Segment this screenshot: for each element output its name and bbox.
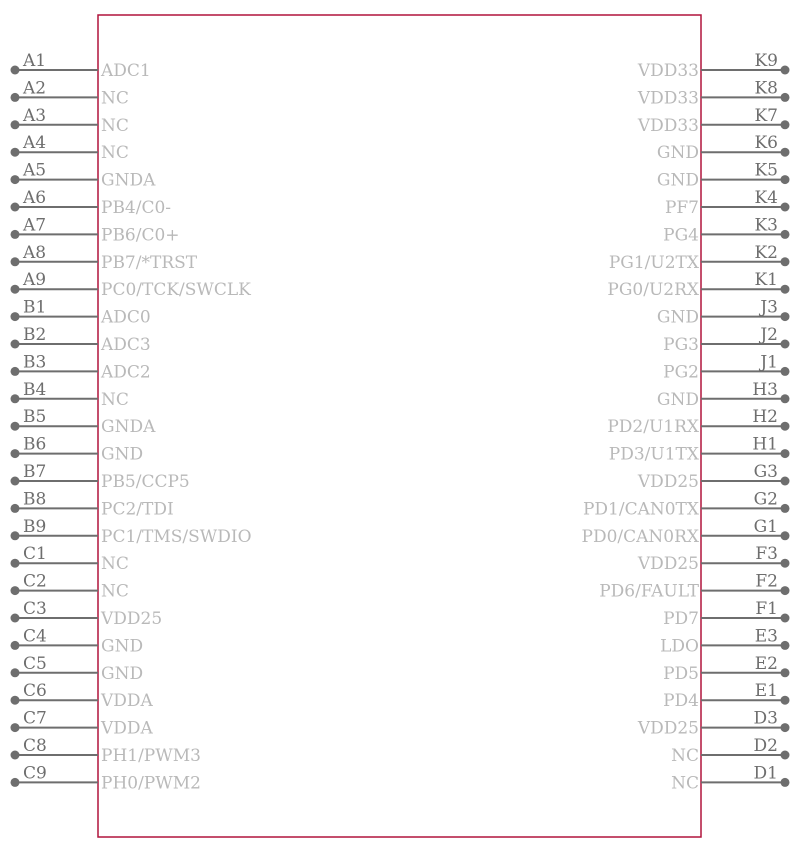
pin-number: C1	[23, 544, 47, 565]
pin-K3	[663, 215, 789, 245]
pin-endpoint-dot	[781, 586, 790, 595]
pin-label: VDD33	[637, 115, 699, 136]
pin-F2	[599, 572, 789, 602]
pin-number: J2	[760, 325, 778, 345]
pin-number: A4	[23, 133, 47, 154]
pin-endpoint-dot	[11, 614, 20, 623]
pin-endpoint-dot	[781, 120, 790, 129]
pin-number: B9	[23, 516, 47, 537]
pin-label: PD5	[663, 663, 699, 684]
pin-number: H2	[752, 407, 778, 428]
pin-label: GND	[656, 143, 699, 164]
pin-endpoint-dot	[781, 66, 790, 75]
left-pin-group	[11, 51, 252, 793]
pin-number: J1	[760, 352, 778, 373]
pin-label: PG0/U2RX	[607, 280, 699, 301]
pin-endpoint-dot	[11, 394, 20, 403]
pin-number: K8	[754, 78, 778, 99]
pin-number: C7	[23, 708, 47, 729]
pin-B6	[11, 435, 144, 465]
pin-number: H3	[752, 379, 778, 400]
pin-number: B1	[23, 297, 47, 318]
pin-endpoint-dot	[11, 257, 20, 266]
pin-H1	[609, 435, 790, 465]
pin-number: G1	[753, 516, 778, 537]
pin-endpoint-dot	[11, 696, 20, 705]
pin-B9	[11, 517, 252, 547]
pin-endpoint-dot	[781, 175, 790, 184]
pin-H3	[657, 380, 790, 410]
pin-number: J3	[760, 297, 778, 318]
pin-label: PB4/C0-	[101, 198, 172, 218]
pin-number: B5	[23, 407, 47, 428]
pin-endpoint-dot	[781, 422, 790, 431]
pin-label: VDDA	[101, 718, 153, 739]
pin-label: NC	[671, 746, 699, 766]
pin-H2	[607, 407, 789, 437]
pin-endpoint-dot	[781, 559, 790, 568]
pin-number: C2	[23, 571, 47, 592]
pin-label: NC	[101, 389, 129, 410]
pin-endpoint-dot	[11, 778, 20, 787]
pin-G3	[637, 462, 790, 492]
pin-endpoint-dot	[781, 668, 790, 677]
pin-A3	[11, 106, 129, 136]
pin-K8	[637, 78, 790, 108]
pin-A9	[11, 270, 252, 300]
pin-endpoint-dot	[11, 723, 20, 732]
pin-J2	[663, 325, 789, 355]
pin-endpoint-dot	[11, 340, 20, 349]
pin-endpoint-dot	[781, 394, 790, 403]
pin-number: K9	[754, 51, 778, 71]
pin-label: NC	[671, 773, 699, 794]
pin-label: PD1/CAN0TX	[582, 499, 699, 520]
pin-label: GNDA	[101, 417, 156, 438]
pin-label: PD6/FAULT	[599, 581, 699, 602]
pin-label: NC	[101, 143, 129, 164]
pin-endpoint-dot	[781, 449, 790, 458]
pin-endpoint-dot	[11, 751, 20, 760]
pin-label: PD0/CAN0RX	[581, 526, 699, 547]
pin-A1	[11, 51, 151, 81]
pin-number: K5	[754, 160, 778, 181]
pin-B5	[11, 407, 157, 437]
pin-G1	[582, 517, 790, 547]
pin-number: E2	[754, 653, 778, 674]
pin-endpoint-dot	[781, 340, 790, 349]
pin-label: PG2	[663, 362, 699, 383]
pin-endpoint-dot	[781, 641, 790, 650]
pin-C5	[11, 654, 144, 684]
pin-number: K7	[754, 105, 778, 126]
pin-F1	[663, 599, 789, 629]
pin-label: GND	[101, 444, 144, 465]
pin-label: PC2/TDI	[101, 499, 174, 520]
pin-label: PG3	[663, 335, 699, 355]
pin-number: A9	[23, 270, 47, 291]
pin-K1	[607, 270, 789, 300]
pin-number: C5	[23, 653, 47, 674]
pin-K6	[657, 133, 790, 163]
pin-endpoint-dot	[781, 230, 790, 239]
pin-endpoint-dot	[11, 422, 20, 431]
pin-A4	[11, 133, 129, 163]
pin-number: D2	[753, 736, 778, 756]
pin-endpoint-dot	[11, 285, 20, 294]
pin-number: H1	[752, 434, 778, 455]
pin-label: PG4	[663, 225, 699, 246]
pin-K7	[637, 106, 790, 136]
pin-label: PB6/C0+	[101, 225, 180, 246]
pin-label: VDD25	[637, 554, 699, 575]
pin-endpoint-dot	[781, 285, 790, 294]
pin-J3	[657, 298, 790, 328]
pin-label: GNDA	[101, 170, 156, 191]
pin-endpoint-dot	[781, 257, 790, 266]
pin-C2	[11, 572, 129, 602]
pin-B1	[11, 298, 151, 328]
pin-label: GND	[656, 307, 699, 328]
pin-C8	[11, 736, 201, 766]
pin-label: PC0/TCK/SWCLK	[101, 280, 251, 301]
pin-label: PD4	[663, 691, 699, 712]
pin-endpoint-dot	[781, 312, 790, 321]
pin-label: PD2/U1RX	[607, 417, 699, 438]
pin-K4	[665, 188, 790, 218]
pin-endpoint-dot	[11, 66, 20, 75]
pin-endpoint-dot	[781, 203, 790, 212]
pin-K5	[657, 161, 790, 191]
pin-endpoint-dot	[11, 93, 20, 102]
pin-B8	[11, 489, 174, 519]
pin-label: VDDA	[101, 691, 153, 712]
pin-E2	[663, 654, 789, 684]
pin-B2	[11, 325, 151, 355]
pin-endpoint-dot	[11, 230, 20, 239]
pin-endpoint-dot	[781, 531, 790, 540]
pin-number: B6	[23, 434, 47, 455]
pin-label: NC	[101, 88, 129, 109]
pin-number: A5	[23, 160, 47, 181]
pin-B4	[11, 380, 129, 410]
pin-endpoint-dot	[781, 723, 790, 732]
pin-number: C9	[23, 763, 47, 784]
pin-endpoint-dot	[781, 696, 790, 705]
pin-endpoint-dot	[11, 367, 20, 376]
pin-endpoint-dot	[11, 203, 20, 212]
pin-label: GND	[656, 170, 699, 191]
pin-label: PH0/PWM2	[101, 773, 201, 794]
pin-label: ADC2	[101, 362, 151, 383]
pin-number: C4	[23, 626, 47, 647]
pin-endpoint-dot	[11, 120, 20, 129]
pin-endpoint-dot	[781, 93, 790, 102]
pin-B7	[11, 462, 190, 492]
pin-A6	[11, 188, 172, 218]
pin-endpoint-dot	[781, 751, 790, 760]
pin-label: VDD25	[637, 718, 699, 739]
pin-number: F1	[755, 599, 778, 619]
pin-number: A6	[23, 188, 47, 208]
pin-C9	[11, 763, 201, 793]
pin-endpoint-dot	[781, 148, 790, 157]
pin-D3	[637, 709, 790, 739]
pin-label: PH1/PWM3	[101, 746, 201, 766]
pin-C4	[11, 626, 144, 656]
pin-label: PG1/U2TX	[608, 252, 699, 273]
pin-K2	[609, 243, 790, 273]
pin-A2	[11, 78, 129, 108]
pin-endpoint-dot	[781, 367, 790, 376]
pin-G2	[583, 489, 790, 519]
pin-label: PB7/*TRST	[101, 252, 198, 273]
pin-number: K4	[754, 188, 778, 208]
pin-number: F3	[755, 544, 778, 565]
pin-endpoint-dot	[11, 312, 20, 321]
pin-number: K1	[754, 270, 778, 291]
pin-number: K2	[754, 242, 778, 263]
pin-number: C6	[23, 681, 47, 702]
pin-number: A8	[23, 242, 47, 263]
pin-endpoint-dot	[781, 477, 790, 486]
pin-B3	[11, 352, 151, 382]
pin-C1	[11, 544, 129, 574]
pin-endpoint-dot	[781, 504, 790, 513]
pin-label: NC	[101, 554, 129, 575]
pin-endpoint-dot	[11, 477, 20, 486]
pin-F3	[637, 544, 790, 574]
pin-K9	[637, 51, 790, 81]
pin-number: K3	[754, 215, 778, 236]
pin-label: VDD33	[637, 88, 699, 109]
pin-number: E1	[754, 681, 778, 702]
pin-number: G2	[753, 489, 778, 510]
pin-endpoint-dot	[11, 175, 20, 184]
right-pin-group	[582, 51, 790, 793]
pin-number: C8	[23, 736, 47, 756]
pin-number: B7	[23, 462, 47, 482]
pin-J1	[663, 352, 789, 382]
pin-number: C3	[23, 599, 47, 619]
pin-number: A2	[23, 78, 47, 99]
pin-label: NC	[101, 581, 129, 602]
pin-number: A3	[23, 105, 47, 126]
pin-D1	[671, 763, 789, 793]
pin-label: VDD33	[637, 61, 699, 81]
pin-E3	[660, 626, 789, 656]
pin-number: D3	[753, 708, 778, 729]
pin-C6	[11, 681, 154, 711]
pin-endpoint-dot	[11, 641, 20, 650]
pin-endpoint-dot	[11, 449, 20, 458]
pin-endpoint-dot	[11, 531, 20, 540]
pin-A8	[11, 243, 198, 273]
pin-label: GND	[656, 389, 699, 410]
pin-label: VDD25	[101, 609, 163, 629]
pin-C7	[11, 709, 154, 739]
pin-number: A7	[23, 215, 47, 236]
pin-label: VDD25	[637, 472, 699, 492]
pin-endpoint-dot	[11, 148, 20, 157]
pin-label: NC	[101, 115, 129, 136]
pin-number: B2	[23, 325, 47, 345]
pin-label: GND	[101, 636, 144, 657]
pin-number: E3	[754, 626, 778, 647]
pin-label: LDO	[660, 636, 699, 657]
pin-number: A1	[23, 51, 47, 71]
pin-label: PF7	[664, 198, 699, 218]
pin-endpoint-dot	[11, 668, 20, 677]
pin-label: ADC1	[101, 61, 151, 81]
pin-number: B8	[23, 489, 47, 510]
pin-label: ADC3	[101, 335, 151, 355]
pin-label: PB5/CCP5	[101, 472, 190, 492]
pin-label: ADC0	[101, 307, 151, 328]
pin-number: F2	[755, 571, 778, 592]
pin-C3	[11, 599, 163, 629]
pin-number: B4	[23, 379, 47, 400]
pin-number: B3	[23, 352, 47, 373]
pin-number: K6	[754, 133, 778, 154]
pin-label: PD3/U1TX	[608, 444, 699, 465]
pin-endpoint-dot	[11, 559, 20, 568]
pin-number: G3	[753, 462, 778, 482]
pin-endpoint-dot	[781, 614, 790, 623]
pin-endpoint-dot	[11, 504, 20, 513]
pin-label: PC1/TMS/SWDIO	[101, 526, 252, 547]
pin-endpoint-dot	[781, 778, 790, 787]
pin-endpoint-dot	[11, 586, 20, 595]
pin-A7	[11, 215, 180, 245]
pin-A5	[11, 161, 157, 191]
pin-label: GND	[101, 663, 144, 684]
pin-label: PD7	[663, 609, 699, 629]
pin-E1	[663, 681, 789, 711]
pin-number: D1	[753, 763, 778, 784]
pin-D2	[671, 736, 789, 766]
